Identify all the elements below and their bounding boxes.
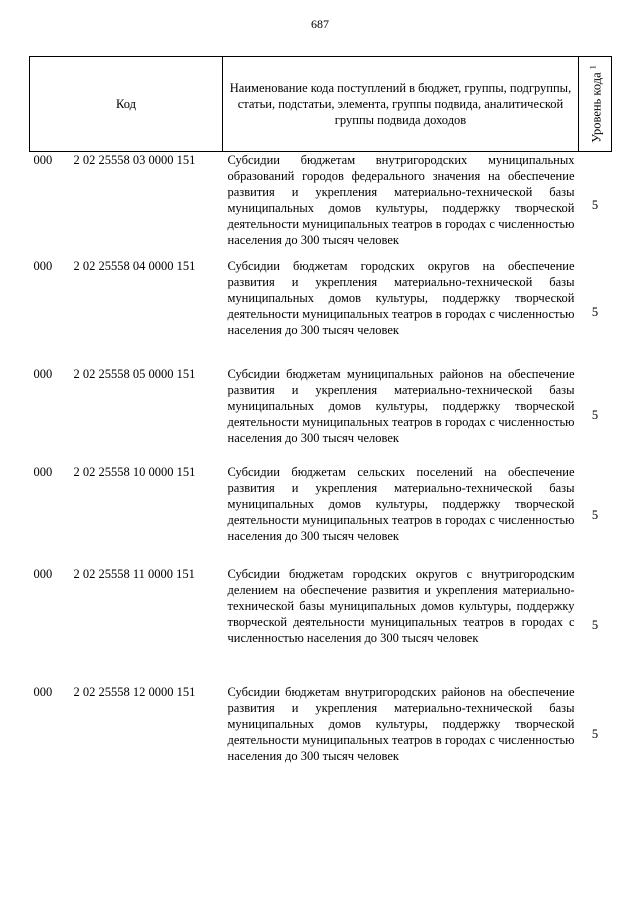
- table-row: [30, 152, 612, 258]
- budget-code: 2 02 25558 11 0000 151: [73, 566, 195, 581]
- code-description: Субсидии бюджетам внутригородских муниципальных образований городов федерального значения на обеспечение развития и укрепления материально-технической базы муниципальных домов культуры, поддержку творческой деятельности муниципальных театров в городах с численностью населения до 300 тысяч человек: [227, 153, 575, 247]
- code-description: Субсидии бюджетам муниципальных районов на обеспечение развития и укрепления материально-технической базы муниципальных домов культуры, поддержку творческой деятельности муниципальных театров в городах с численностью населения до 300 тысяч человек: [227, 366, 575, 445]
- table-header-row: [30, 57, 612, 152]
- header-name: Наименование кода поступлений в бюджет, группы, подгруппы, статьи, подстатьи, элемента, группы подвида, аналитической группы подвида доходов: [223, 57, 579, 152]
- code-cell: [30, 366, 223, 464]
- header-level-footnote: 1: [588, 65, 598, 70]
- admin-code: 000: [33, 684, 53, 699]
- header-code: Код: [30, 57, 223, 152]
- code-cell: [30, 152, 223, 258]
- table-row: [30, 566, 612, 684]
- code-cell: [30, 566, 223, 684]
- page-number: 687: [311, 17, 329, 31]
- budget-code: 2 02 25558 10 0000 151: [73, 464, 196, 479]
- admin-code: 000: [33, 153, 53, 167]
- code-description: Субсидии бюджетам городских округов на обеспечение развития и укрепления материально-технической базы муниципальных домов культуры, поддержку творческой деятельности муниципальных театров в городах с численностью населения до 300 тысяч человек: [227, 258, 575, 337]
- budget-code: 2 02 25558 12 0000 151: [73, 684, 196, 699]
- code-level: 5: [591, 197, 599, 212]
- table-row: [30, 464, 612, 566]
- code-cell: [30, 258, 223, 366]
- code-description: Субсидии бюджетам городских округов с внутригородским делением на обеспечение развития и укрепления материально-технической базы муниципальных домов культуры, поддержку творческой деятельности муниципальных театров в городах с численностью населения до 300 тысяч человек: [227, 566, 575, 645]
- table-row: [30, 258, 612, 366]
- admin-code: 000: [33, 258, 53, 273]
- budget-code: 2 02 25558 05 0000 151: [73, 366, 196, 381]
- revenue-code-table: [29, 56, 612, 784]
- budget-code: 2 02 25558 04 0000 151: [73, 258, 196, 273]
- code-level: 5: [591, 617, 599, 632]
- table-row: [30, 684, 612, 784]
- budget-code: 2 02 25558 03 0000 151: [73, 153, 196, 167]
- code-description: Субсидии бюджетам сельских поселений на обеспечение развития и укрепления материально-технической базы муниципальных домов культуры, поддержку творческой деятельности муниципальных театров в городах с численностью населения до 300 тысяч человек: [227, 464, 575, 543]
- code-cell: [30, 684, 223, 784]
- header-level: [579, 57, 612, 152]
- code-level: 5: [591, 726, 599, 741]
- header-level-label: [585, 65, 604, 143]
- code-level: 5: [591, 407, 599, 422]
- table-row: [30, 366, 612, 464]
- code-cell: [30, 464, 223, 566]
- code-level: 5: [591, 507, 599, 522]
- header-level-text: Уровень кода: [589, 72, 604, 143]
- admin-code: 000: [33, 366, 53, 381]
- admin-code: 000: [33, 464, 53, 479]
- code-level: 5: [591, 304, 599, 319]
- code-description: Субсидии бюджетам внутригородских районов на обеспечение развития и укрепления материально-технической базы муниципальных домов культуры, поддержку творческой деятельности муниципальных театров в городах с численностью населения до 300 тысяч человек: [227, 684, 575, 763]
- admin-code: 000: [33, 566, 53, 581]
